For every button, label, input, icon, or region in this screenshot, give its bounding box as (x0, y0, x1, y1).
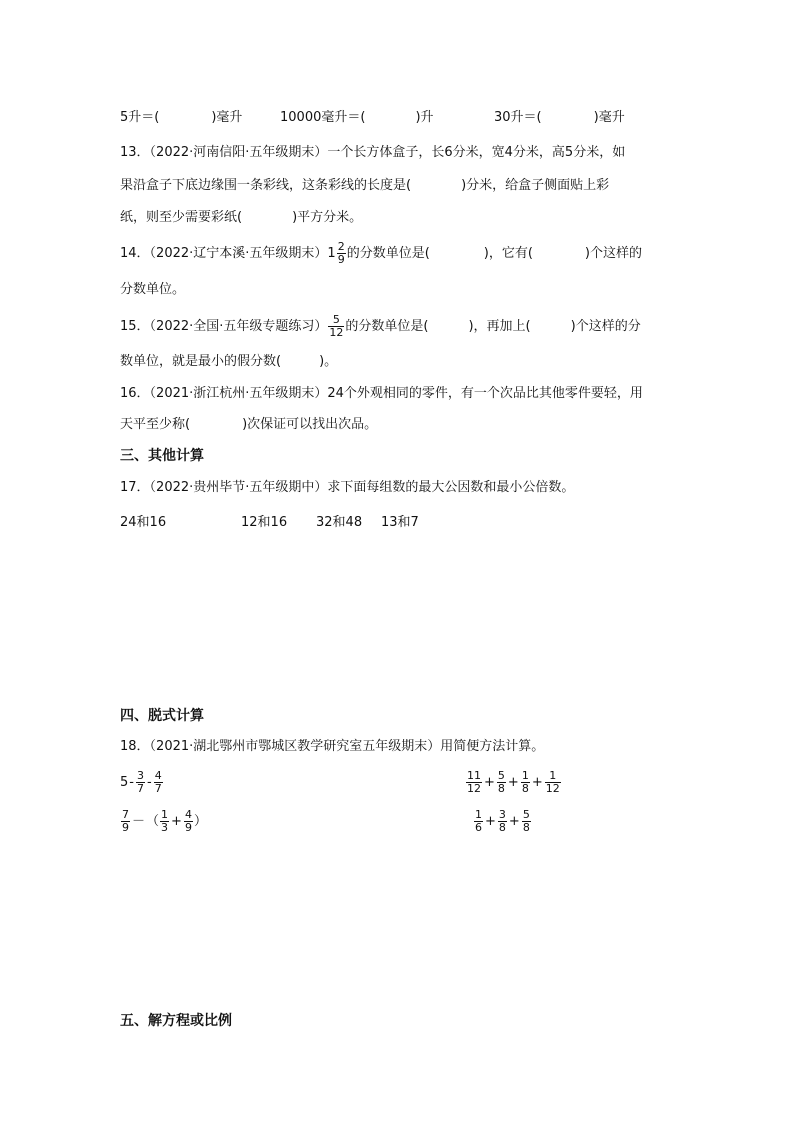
fraction (466, 770, 482, 795)
right-paren: ） (193, 814, 207, 829)
q13-line2-b: )分米，给盒子侧面贴上彩 (461, 178, 610, 193)
q13-line3-b: )平方分米。 (292, 210, 363, 225)
q16-line2 (120, 416, 377, 434)
numerator: 11 (467, 769, 481, 782)
q17-pair-3: 32和48 (316, 515, 363, 530)
q18-text: 18．（2021·湖北鄂州市鄂城区教学研究室五年级期末）用简便方法计算。 (120, 739, 545, 754)
q16-line2-a: 天平至少称( (120, 417, 191, 432)
q17-pair-4: 13和7 (381, 515, 419, 530)
denominator: 8 (497, 782, 505, 795)
q12-b-prefix: 10000毫升＝( (280, 110, 366, 125)
q15-text-b: )，再加上( (468, 319, 531, 334)
fraction (184, 809, 193, 834)
numerator: 1 (161, 808, 169, 821)
operator: + (485, 814, 496, 829)
operator: - (129, 775, 134, 790)
numerator: 7 (122, 808, 129, 821)
q15-line1 (120, 314, 641, 340)
q14-line2: 分数单位。 (120, 282, 186, 297)
denominator: 3 (161, 821, 169, 834)
section-5-title: 五、解方程或比例 (120, 1013, 232, 1029)
q16-line1: 16．（2021·浙江杭州·五年级期末）24个外观相同的零件，有一个次品比其他零件要轻，用 (120, 386, 643, 401)
q16-line2-b: )次保证可以找出次品。 (242, 417, 378, 432)
fraction (545, 770, 561, 795)
denominator: 6 (475, 821, 482, 834)
q12-c-prefix: 30升＝( (494, 110, 542, 125)
q14-line1 (120, 241, 642, 267)
q12-b-suffix: )升 (415, 110, 434, 125)
numerator: 3 (498, 808, 506, 821)
denominator: 8 (521, 782, 529, 795)
denominator: 9 (337, 253, 345, 266)
q17-pair-2: 12和16 (241, 515, 288, 530)
operator: + (531, 775, 543, 790)
q14-prefix: 14．（2022·辽宁本溪·五年级期末） (120, 246, 328, 261)
fraction (497, 770, 506, 795)
q15-text-c: )个这样的分 (570, 319, 641, 334)
numerator: 5 (522, 808, 530, 821)
q17-text: 17．（2022·贵州毕节·五年级期中）求下面每组数的最大公因数和最小公倍数。 (120, 480, 575, 495)
numerator: 1 (475, 808, 482, 821)
fraction (521, 770, 530, 795)
q13-line2 (120, 177, 609, 195)
denominator: 9 (184, 821, 192, 834)
numerator: 5 (332, 313, 340, 326)
numerator: 1 (521, 769, 529, 782)
denominator: 7 (154, 782, 162, 795)
fraction (160, 809, 169, 834)
q14-text-c: )个这样的 (584, 246, 642, 261)
denominator: 12 (329, 326, 344, 339)
fraction (136, 770, 145, 795)
fraction (522, 809, 531, 834)
operator: + (171, 814, 182, 829)
denominator: 8 (522, 821, 530, 834)
q18-expression-2 (465, 767, 562, 799)
section-3-title: 三、其他计算 (120, 448, 204, 464)
q18-expression-1 (120, 767, 164, 799)
q15-line2 (120, 353, 337, 371)
section-4-title: 四、脱式计算 (120, 708, 204, 724)
denominator: 7 (136, 782, 144, 795)
q12-conversion-c (494, 109, 625, 127)
q12-c-suffix: )毫升 (593, 110, 625, 125)
q18-expression-3 (120, 806, 207, 838)
fraction (498, 809, 507, 834)
q15-line2-b: )。 (319, 354, 338, 369)
q17-pair-1: 24和16 (120, 515, 167, 530)
numerator: 1 (549, 769, 557, 782)
left-paren: （ (146, 814, 160, 829)
q14-text-a: 的分数单位是( (346, 246, 430, 261)
q12-conversion-b (280, 109, 434, 127)
q15-prefix: 15．（2022·全国·五年级专题练习） (120, 319, 328, 334)
denominator: 8 (498, 821, 506, 834)
q13-line3 (120, 209, 362, 227)
q12-a-prefix: 5升＝( (120, 110, 160, 125)
fraction (474, 809, 483, 834)
operator: - (146, 775, 152, 790)
numerator: 4 (184, 808, 192, 821)
q14-text-b: )，它有( (483, 246, 533, 261)
term: 5 (120, 775, 129, 790)
q15-fraction (328, 314, 344, 339)
numerator: 5 (497, 769, 505, 782)
denominator: 9 (122, 821, 129, 834)
operator: + (507, 775, 519, 790)
operator: + (484, 775, 495, 790)
numerator: 4 (154, 769, 162, 782)
denominator: 12 (467, 782, 481, 795)
q12-conversion-line (120, 109, 242, 127)
fraction (154, 770, 163, 795)
denominator: 12 (545, 782, 560, 795)
q18-expression-4 (473, 806, 532, 838)
numerator: 2 (337, 240, 345, 253)
q13-line2-a: 果沿盒子下底边缘围一条彩线，这条彩线的长度是( (120, 178, 412, 193)
operator: + (508, 814, 520, 829)
numerator: 3 (136, 769, 144, 782)
q13-line3-a: 纸，则至少需要彩纸( (120, 210, 243, 225)
q12-a-suffix: )毫升 (211, 110, 243, 125)
q14-fraction (337, 241, 346, 266)
q15-text-a: 的分数单位是( (345, 319, 429, 334)
q14-mixed-whole: 1 (327, 246, 336, 261)
operator: － (132, 814, 146, 829)
fraction (121, 809, 130, 834)
q13-line1: 13．（2022·河南信阳·五年级期末）一个长方体盒子，长6分米，宽4分米，高5分米，如 (120, 145, 626, 160)
q15-line2-a: 数单位，就是最小的假分数( (120, 354, 282, 369)
